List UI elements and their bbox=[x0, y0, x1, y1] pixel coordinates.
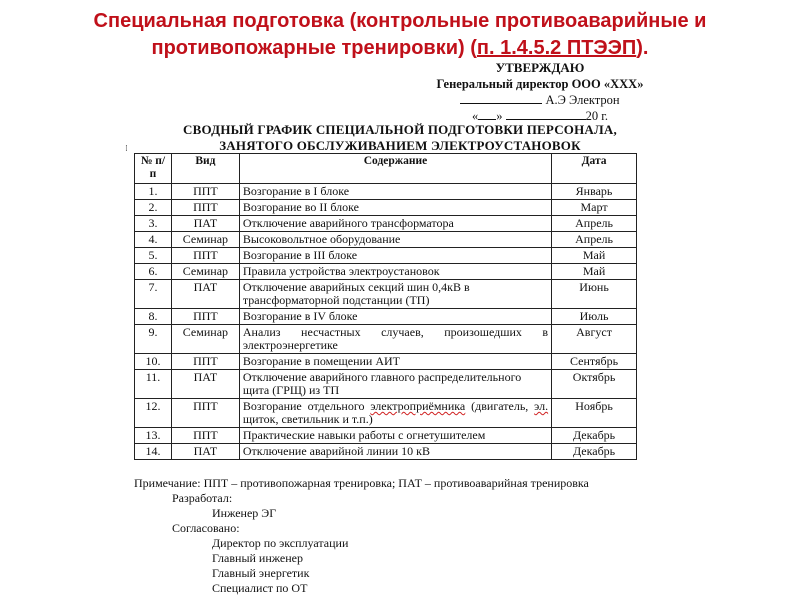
cell-type: Семинар bbox=[171, 264, 239, 280]
cell-date: Ноябрь bbox=[552, 399, 637, 428]
cell-date: Апрель bbox=[552, 232, 637, 248]
header-type: Вид bbox=[171, 154, 239, 184]
spellcheck-word: эл. bbox=[534, 399, 549, 413]
cell-date: Май bbox=[552, 248, 637, 264]
cell-content: Возгорание в III блоке bbox=[239, 248, 551, 264]
paragraph-anchor-icon: ⁞ bbox=[125, 144, 128, 154]
table-row bbox=[135, 444, 637, 460]
developed-label: Разработал: bbox=[172, 491, 233, 505]
table-row bbox=[135, 309, 637, 325]
document-title-line1: СВОДНЫЙ ГРАФИК СПЕЦИАЛЬНОЙ ПОДГОТОВКИ ПЕРСОНАЛА, bbox=[183, 122, 617, 137]
approval-position: Генеральный директор ООО «XXX» bbox=[436, 77, 644, 91]
schedule-table bbox=[134, 153, 637, 460]
cell-num: 14. bbox=[135, 444, 172, 460]
cell-content: Высоковольтное оборудование bbox=[239, 232, 551, 248]
cell-content: Отключение аварийных секций шин 0,4кВ в трансформаторной подстанции (ТП) bbox=[239, 280, 551, 309]
table-row bbox=[135, 264, 637, 280]
table-row bbox=[135, 399, 637, 428]
developer: Инженер ЭГ bbox=[212, 506, 277, 520]
cell-num: 11. bbox=[135, 370, 172, 399]
table-row bbox=[135, 216, 637, 232]
cell-type: ППТ bbox=[171, 399, 239, 428]
cell-content-part: щиток, светильник и т.п.) bbox=[242, 412, 373, 426]
cell-date: Июль bbox=[552, 309, 637, 325]
cell-type: ППТ bbox=[171, 309, 239, 325]
header-num: № п/п bbox=[135, 154, 172, 184]
header-date: Дата bbox=[552, 154, 637, 184]
remark: Примечание: ППТ – противопожарная тренировка; ПАТ – противоаварийная тренировка bbox=[134, 476, 589, 490]
table-row bbox=[135, 354, 637, 370]
cell-num: 4. bbox=[135, 232, 172, 248]
agreed-item: Главный энергетик bbox=[212, 566, 310, 580]
date-quote-close: » bbox=[496, 109, 503, 123]
month-blank bbox=[506, 108, 586, 120]
cell-content: Возгорание в помещении АИТ bbox=[239, 354, 551, 370]
date-quote-open: « bbox=[471, 109, 479, 123]
agreed-label: Согласовано: bbox=[172, 521, 240, 535]
cell-num: 8. bbox=[135, 309, 172, 325]
agreed-item: Специалист по ОТ bbox=[212, 581, 308, 595]
cell-type: ППТ bbox=[171, 354, 239, 370]
cell-num: 10. bbox=[135, 354, 172, 370]
cell-num: 12. bbox=[135, 399, 172, 428]
approval-signer: А.Э Электрон bbox=[545, 93, 620, 107]
cell-content-part: (двигатель, bbox=[465, 399, 535, 413]
agreed-item: Директор по эксплуатации bbox=[212, 536, 349, 550]
approval-block bbox=[400, 60, 680, 124]
cell-content: Отключение аварийного трансформатора bbox=[239, 216, 551, 232]
table-header-row bbox=[135, 154, 637, 184]
table-row bbox=[135, 200, 637, 216]
approval-signature-line bbox=[400, 92, 680, 108]
cell-type: Семинар bbox=[171, 232, 239, 248]
cell-content-part: Возгорание отдельного bbox=[242, 399, 371, 413]
approval-heading: УТВЕРЖДАЮ bbox=[495, 60, 585, 75]
cell-type: ПАТ bbox=[171, 216, 239, 232]
cell-num: 6. bbox=[135, 264, 172, 280]
slide-title-end: ). bbox=[636, 37, 649, 59]
slide-title-reference: п. 1.4.5.2 ПТЭЭП bbox=[476, 37, 637, 59]
cell-num: 13. bbox=[135, 428, 172, 444]
cell-type: ПАТ bbox=[171, 370, 239, 399]
cell-content: Правила устройства электроустановок bbox=[239, 264, 551, 280]
cell-date: Июнь bbox=[552, 280, 637, 309]
table-row bbox=[135, 370, 637, 399]
cell-date: Декабрь bbox=[552, 444, 637, 460]
table-row bbox=[135, 428, 637, 444]
cell-type: ППТ bbox=[171, 200, 239, 216]
notes-block bbox=[134, 476, 589, 596]
cell-content: Отключение аварийной линии 10 кВ bbox=[239, 444, 551, 460]
cell-type: Семинар bbox=[171, 325, 239, 354]
spellcheck-word: электроприёмника bbox=[370, 399, 466, 413]
table-row bbox=[135, 248, 637, 264]
cell-num: 9. bbox=[135, 325, 172, 354]
table-row bbox=[135, 184, 637, 200]
cell-date: Август bbox=[552, 325, 637, 354]
document-title-line2: ЗАНЯТОГО ОБСЛУЖИВАНИЕМ ЭЛЕКТРОУСТАНОВОК bbox=[219, 138, 581, 153]
signature-blank bbox=[460, 92, 542, 104]
cell-content: Отключение аварийного главного распределительного щита (ГРЩ) из ТП bbox=[239, 370, 551, 399]
date-year: 20 bbox=[585, 109, 599, 123]
cell-num: 1. bbox=[135, 184, 172, 200]
cell-content: Практические навыки работы с огнетушителем bbox=[239, 428, 551, 444]
cell-content: Возгорание в IV блоке bbox=[239, 309, 551, 325]
cell-date: Апрель bbox=[552, 216, 637, 232]
cell-num: 3. bbox=[135, 216, 172, 232]
table-row bbox=[135, 232, 637, 248]
cell-num: 5. bbox=[135, 248, 172, 264]
cell-type: ПАТ bbox=[171, 444, 239, 460]
document-title bbox=[130, 122, 670, 154]
cell-date: Май bbox=[552, 264, 637, 280]
slide-title-text: Специальная подготовка (контрольные противоаварийные и противопожарные тренировки) ( bbox=[93, 10, 707, 59]
cell-date: Январь bbox=[552, 184, 637, 200]
cell-content bbox=[239, 399, 551, 428]
header-content: Содержание bbox=[239, 154, 551, 184]
cell-date: Декабрь bbox=[552, 428, 637, 444]
date-suffix: г. bbox=[598, 109, 609, 123]
cell-date: Сентябрь bbox=[552, 354, 637, 370]
cell-date: Октябрь bbox=[552, 370, 637, 399]
cell-type: ПАТ bbox=[171, 280, 239, 309]
agreed-item: Главный инженер bbox=[212, 551, 303, 565]
table-row bbox=[135, 325, 637, 354]
cell-type: ППТ bbox=[171, 184, 239, 200]
cell-num: 7. bbox=[135, 280, 172, 309]
cell-date: Март bbox=[552, 200, 637, 216]
cell-num: 2. bbox=[135, 200, 172, 216]
cell-content: Анализ несчастных случаев, произошедших в электроэнергетике bbox=[239, 325, 551, 354]
cell-type: ППТ bbox=[171, 248, 239, 264]
slide-title bbox=[40, 8, 760, 62]
table-row bbox=[135, 280, 637, 309]
day-blank bbox=[478, 108, 496, 120]
cell-content: Возгорание в I блоке bbox=[239, 184, 551, 200]
cell-type: ППТ bbox=[171, 428, 239, 444]
cell-content: Возгорание во II блоке bbox=[239, 200, 551, 216]
